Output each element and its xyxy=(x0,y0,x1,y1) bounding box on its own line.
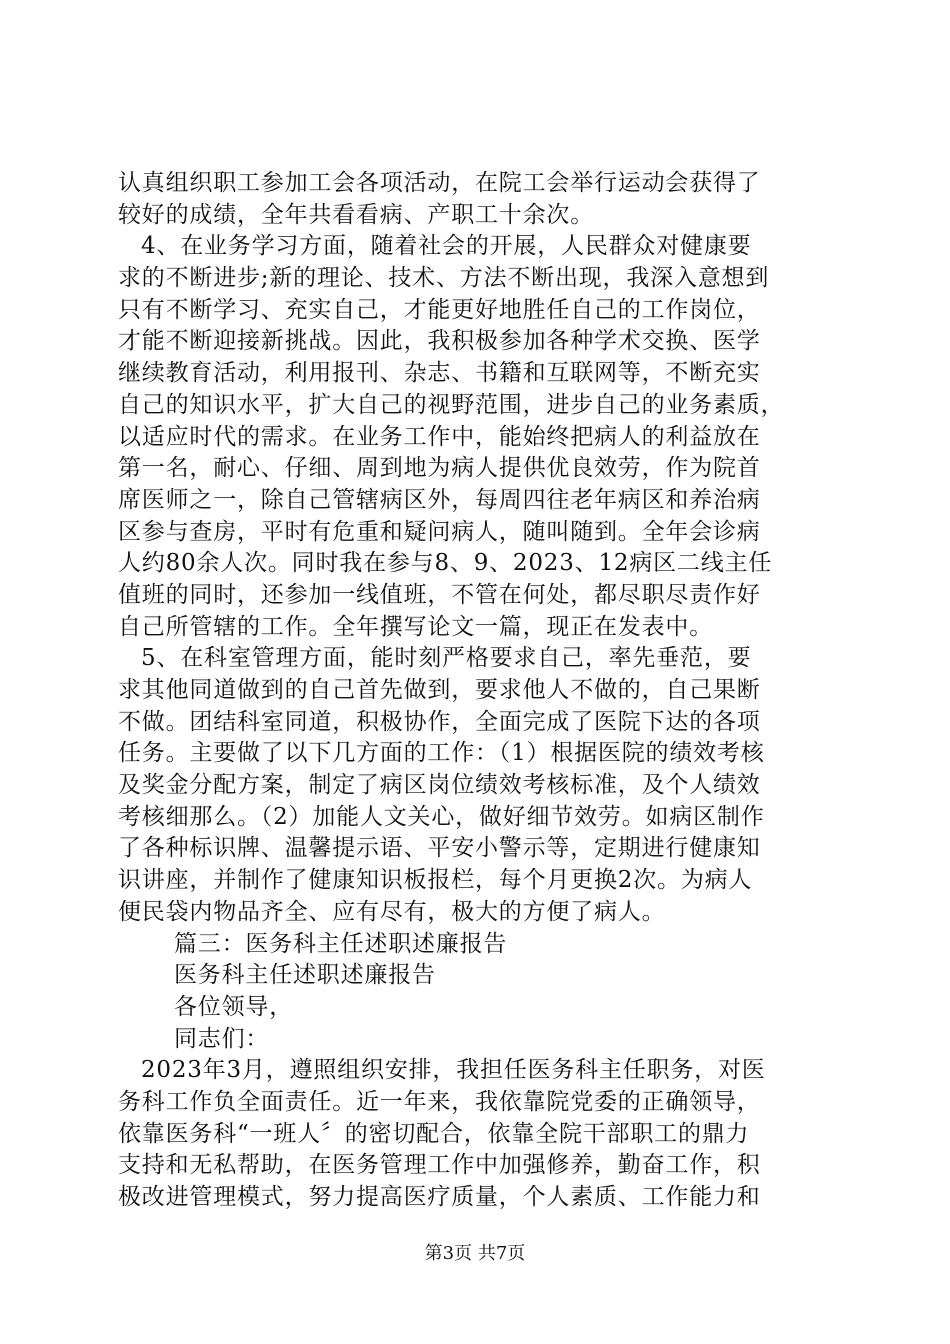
text-line: 4、在业务学习方面，随着社会的开展，人民群众对健康要 xyxy=(141,233,752,260)
text-line: 继续教育活动，利用报刊、杂志、书籍和互联网等，不断充实 xyxy=(118,360,761,387)
text-line: 不做。团结科室同道，积极协作，全面完成了医院下达的各项 xyxy=(118,708,761,735)
text-line: 务科工作负全面责任。近一年来，我依靠院党委的正确领导， xyxy=(118,1088,761,1115)
text-line: 求的不断进步;新的理论、技术、方法不断出现，我深入意想到 xyxy=(118,265,770,292)
salutation-line: 各位领导， xyxy=(174,993,293,1020)
text-line: 自己所管辖的工作。全年撰写论文一篇，现正在发表中。 xyxy=(118,613,713,640)
page-number-footer: 第3页 共7页 xyxy=(424,1243,526,1264)
text-line: 识讲座，并制作了健康知识板报栏，每个月更换2次。为病人 xyxy=(118,867,753,894)
text-line: 较好的成绩，全年共看看病、产职工十余次。 xyxy=(118,201,594,228)
text-line: 依靠医务科“一班人〞的密切配合，依靠全院干部职工的鼎力 xyxy=(118,1120,750,1147)
text-line: 值班的同时，还参加一线值班，不管在何处，都尽职尽责作好 xyxy=(118,581,761,608)
text-line: 2023年3月，遵照组织安排，我担任医务科主任职务，对医 xyxy=(141,1057,766,1084)
text-line: 考核细那么。（2）加能人文关心，做好细节效劳。如病区制作 xyxy=(118,803,765,830)
text-line: 及奖金分配方案，制定了病区岗位绩效考核标准，及个人绩效 xyxy=(118,772,761,799)
text-line: 第一名，耐心、仔细、周到地为病人提供优良效劳，作为院首 xyxy=(118,455,761,482)
text-line: 认真组织职工参加工会各项活动，在院工会举行运动会获得了 xyxy=(118,170,761,196)
text-line: 支持和无私帮助，在医务管理工作中加强修养，勤奋工作，积 xyxy=(118,1152,761,1179)
text-line: 自己的知识水平，扩大自己的视野范围，进步自己的业务素质， xyxy=(118,391,785,418)
document-body xyxy=(118,168,834,1214)
text-line: 人约80余人次。同时我在参与8、9、2023、12病区二线主任 xyxy=(118,550,773,577)
text-line: 了各种标识牌、温馨提示语、平安小警示等，定期进行健康知 xyxy=(118,835,761,862)
text-line: 以适应时代的需求。在业务工作中，能始终把病人的利益放在 xyxy=(118,423,761,450)
text-line: 才能不断迎接新挑战。因此，我积极参加各种学术交换、医学 xyxy=(118,328,761,355)
text-line: 区参与查房，平时有危重和疑问病人，随叫随到。全年会诊病 xyxy=(118,518,761,545)
section-heading: 篇三：医务科主任述职述廉报告 xyxy=(174,930,508,957)
text-line: 只有不断学习、充实自己，才能更好地胜任自己的工作岗位， xyxy=(118,296,761,323)
text-line: 席医师之一，除自己管辖病区外，每周四往老年病区和养治病 xyxy=(118,486,761,513)
salutation-line: 同志们： xyxy=(174,1025,270,1052)
report-title: 医务科主任述职述廉报告 xyxy=(174,962,436,989)
text-line: 5、在科室管理方面，能时刻严格要求自己，率先垂范，要 xyxy=(141,645,752,672)
text-line: 极改进管理模式，努力提高医疗质量，个人素质、工作能力和 xyxy=(118,1184,761,1210)
text-line: 任务。主要做了以下几方面的工作：（1）根据医院的绩效考核 xyxy=(118,740,765,767)
text-line: 求其他同道做到的自己首先做到，要求他人不做的，自己果断 xyxy=(118,677,761,703)
text-line: 便民袋内物品齐全、应有尽有，极大的方便了病人。 xyxy=(118,898,666,925)
